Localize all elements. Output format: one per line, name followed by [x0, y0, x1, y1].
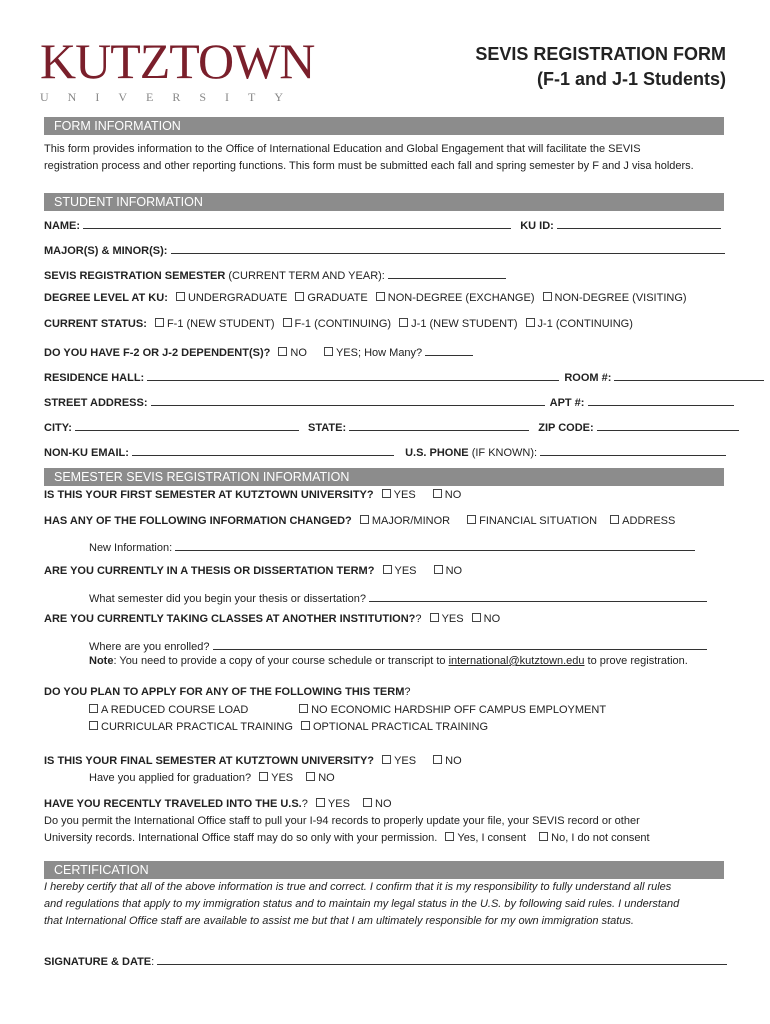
apply-options-row1: A REDUCED COURSE LOAD NO ECONOMIC HARDSHIP OFF CAMPUS EMPLOYMENT [84, 704, 606, 716]
form-title: SEVIS REGISTRATION FORM (F-1 and J-1 Students) [475, 44, 726, 90]
email-field[interactable] [132, 444, 394, 456]
signature-field[interactable] [157, 953, 727, 965]
status-f1-cont-checkbox[interactable] [283, 318, 292, 327]
final-semester-no-checkbox[interactable] [433, 755, 442, 764]
cpt-checkbox[interactable] [89, 721, 98, 730]
i94-permission-text: Do you permit the International Office staff to pull your I-94 records to properly update your file, your SEVIS record or other University records. International Office staff may do so only with your permission. Yes, I consent No, I do not consent [44, 815, 650, 845]
final-semester-row: IS THIS YOUR FINAL SEMESTER AT KUTZTOWN UNIVERSITY? YES NO [44, 755, 462, 767]
ku-id-field[interactable] [557, 217, 721, 229]
degree-undergrad-checkbox[interactable] [176, 292, 185, 301]
city-field[interactable] [75, 419, 299, 431]
city-row: CITY: STATE: ZIP CODE: [44, 419, 739, 434]
dependents-count-field[interactable] [425, 344, 473, 356]
semester-field[interactable] [388, 267, 506, 279]
other-institution-no-checkbox[interactable] [472, 613, 481, 622]
section-semester-info: SEMESTER SEVIS REGISTRATION INFORMATION [44, 468, 724, 486]
section-certification: CERTIFICATION [44, 861, 724, 879]
phone-field[interactable] [540, 444, 726, 456]
apply-options-row2: CURRICULAR PRACTICAL TRAINING OPTIONAL PRACTICAL TRAINING [84, 721, 488, 733]
thesis-begin-row: What semester did you begin your thesis or dissertation? [89, 590, 707, 605]
changed-address-checkbox[interactable] [610, 515, 619, 524]
logo-name: KUTZTOWN [40, 33, 315, 89]
economic-hardship-checkbox[interactable] [299, 704, 308, 713]
changed-financial-checkbox[interactable] [467, 515, 476, 524]
state-field[interactable] [349, 419, 529, 431]
new-info-row: New Information: [89, 539, 695, 554]
status-f1-new-checkbox[interactable] [155, 318, 164, 327]
dependents-row: DO YOU HAVE F-2 OR J-2 DEPENDENT(S)? NO YES; How Many? [44, 344, 473, 359]
semester-row: SEVIS REGISTRATION SEMESTER (CURRENT TERM AND YEAR): [44, 267, 506, 282]
enrolled-row: Where are you enrolled? [89, 638, 707, 653]
thesis-row: ARE YOU CURRENTLY IN A THESIS OR DISSERTATION TERM? YES NO [44, 565, 463, 577]
first-semester-row: IS THIS YOUR FIRST SEMESTER AT KUTZTOWN UNIVERSITY? YES NO [44, 489, 462, 501]
street-field[interactable] [151, 394, 545, 406]
travel-row: HAVE YOU RECENTLY TRAVELED INTO THE U.S.? YES NO [44, 798, 392, 810]
opt-checkbox[interactable] [301, 721, 310, 730]
graduation-yes-checkbox[interactable] [259, 772, 268, 781]
reduced-load-checkbox[interactable] [89, 704, 98, 713]
apply-row: DO YOU PLAN TO APPLY FOR ANY OF THE FOLLOWING THIS TERM? [44, 686, 411, 698]
final-semester-yes-checkbox[interactable] [382, 755, 391, 764]
other-institution-row: ARE YOU CURRENTLY TAKING CLASSES AT ANOTHER INSTITUTION?? YES NO [44, 613, 501, 625]
name-row: NAME: KU ID: [44, 217, 721, 232]
section-form-information: FORM INFORMATION [44, 117, 724, 135]
enrolled-field[interactable] [213, 638, 707, 650]
name-field[interactable] [83, 217, 511, 229]
zip-field[interactable] [597, 419, 739, 431]
changed-major-checkbox[interactable] [360, 515, 369, 524]
degree-graduate-checkbox[interactable] [295, 292, 304, 301]
status-j1-cont-checkbox[interactable] [526, 318, 535, 327]
travel-yes-checkbox[interactable] [316, 798, 325, 807]
apt-field[interactable] [588, 394, 734, 406]
first-semester-yes-checkbox[interactable] [382, 489, 391, 498]
dependents-yes-checkbox[interactable] [324, 347, 333, 356]
degree-exchange-checkbox[interactable] [376, 292, 385, 301]
consent-no-checkbox[interactable] [539, 832, 548, 841]
logo-sub: UNIVERSITY [40, 90, 302, 104]
note-row: Note: You need to provide a copy of your course schedule or transcript to international@kutztown.edu to prove registration. [89, 655, 688, 667]
status-row: CURRENT STATUS: F-1 (NEW STUDENT) F-1 (CONTINUING) J-1 (NEW STUDENT) J-1 (CONTINUING) [44, 318, 633, 330]
dependents-no-checkbox[interactable] [278, 347, 287, 356]
new-info-field[interactable] [175, 539, 695, 551]
majors-field[interactable] [171, 242, 725, 254]
graduation-no-checkbox[interactable] [306, 772, 315, 781]
thesis-begin-field[interactable] [369, 590, 707, 602]
thesis-yes-checkbox[interactable] [383, 565, 392, 574]
consent-yes-checkbox[interactable] [445, 832, 454, 841]
section-student-information: STUDENT INFORMATION [44, 193, 724, 211]
first-semester-no-checkbox[interactable] [433, 489, 442, 498]
status-j1-new-checkbox[interactable] [399, 318, 408, 327]
email-row: NON-KU EMAIL: U.S. PHONE (IF KNOWN): [44, 444, 726, 459]
kutztown-logo [40, 33, 315, 105]
travel-no-checkbox[interactable] [363, 798, 372, 807]
residence-field[interactable] [147, 369, 559, 381]
degree-visiting-checkbox[interactable] [543, 292, 552, 301]
graduation-row: Have you applied for graduation? YES NO [89, 772, 335, 784]
international-email-link[interactable]: international@kutztown.edu [448, 655, 585, 667]
signature-row: SIGNATURE & DATE: [44, 953, 727, 968]
degree-row: DEGREE LEVEL AT KU: UNDERGRADUATE GRADUATE NON-DEGREE (EXCHANGE) NON-DEGREE (VISITING) [44, 292, 687, 304]
street-row: STREET ADDRESS: APT #: [44, 394, 734, 409]
majors-row: MAJOR(S) & MINOR(S): [44, 242, 725, 257]
certification-text: I hereby certify that all of the above information is true and correct. I confirm that it is my responsibility to fully understand all rules and regulations that apply to my immigration status and to maintain my legal status in the U.S. by following said rules. I understand that International Office staff are available to assist me but that I am ultimately responsible for my own immigration status. [44, 881, 680, 928]
room-field[interactable] [614, 369, 764, 381]
changed-row: HAS ANY OF THE FOLLOWING INFORMATION CHANGED? MAJOR/MINOR FINANCIAL SITUATION ADDRESS [44, 515, 676, 527]
thesis-no-checkbox[interactable] [434, 565, 443, 574]
form-info-text: This form provides information to the Office of International Education and Global Engagement that will facilitate the SEVIS registration process and other reporting functions. This form must be submitted each fall and spring semester by F and J visa holders. [44, 143, 694, 173]
residence-row: RESIDENCE HALL: ROOM #: [44, 369, 764, 384]
other-institution-yes-checkbox[interactable] [430, 613, 439, 622]
